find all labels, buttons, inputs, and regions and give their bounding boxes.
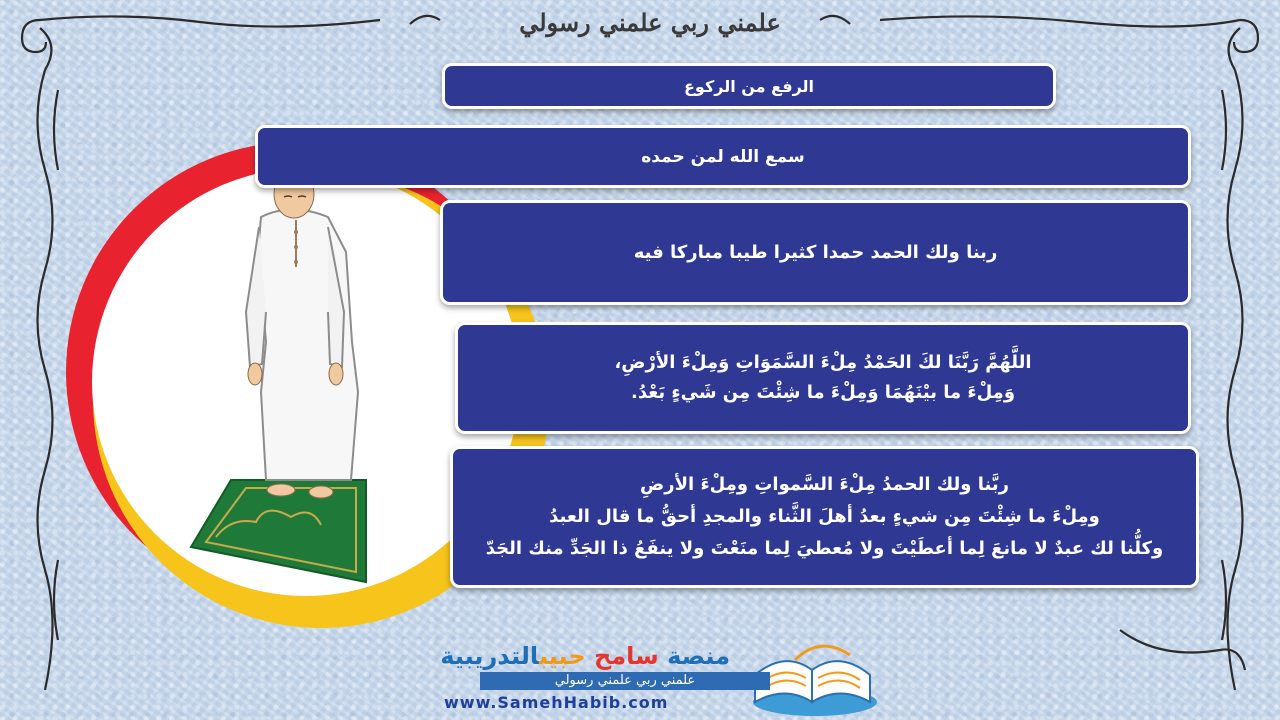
logo-url: www.SamehHabib.com bbox=[444, 693, 669, 712]
dhikr-text-4-line-1: ربَّنا ولك الحمدُ مِلْءَ السَّمواتِ ومِلْءَ الأرضِ bbox=[640, 474, 1009, 495]
page-top-title: علمني ربي علمني رسولي bbox=[519, 8, 781, 37]
dhikr-text-3-line-1: اللَّهُمَّ رَبَّنَا لكَ الحَمْدُ مِلْءَ السَّمَوَاتِ وَمِلْءَ الأرْضِ، bbox=[614, 352, 1032, 373]
section-heading bbox=[442, 63, 1056, 109]
dhikr-box-4 bbox=[450, 446, 1199, 588]
logo-subtitle: علمني ربي علمني رسولي bbox=[480, 672, 770, 690]
dhikr-text-2: ربنا ولك الحمد حمدا كثيرا طيبا مباركا فيه bbox=[633, 242, 998, 263]
logo-title bbox=[440, 642, 730, 670]
footer-logo bbox=[440, 630, 880, 720]
dhikr-text-4-line-2: ومِلْءَ ما شِئْتَ مِن شيءٍ بعدُ أهلَ الثَّناء والمجدِ أحقُّ ما قال العبدُ bbox=[549, 506, 1100, 527]
dhikr-box-3 bbox=[455, 322, 1191, 434]
dhikr-text-3-line-2: وَمِلْءَ ما بيْنَهُمَا وَمِلْءَ ما شِئْتَ مِن شَيءٍ بَعْدُ. bbox=[630, 382, 1016, 403]
logo-title-part4: التدريبية bbox=[440, 642, 539, 670]
logo-title-part1: منصة bbox=[667, 642, 730, 670]
dhikr-box-1 bbox=[255, 125, 1191, 188]
dhikr-box-2 bbox=[440, 200, 1191, 305]
logo-title-part3: حبيب bbox=[538, 642, 586, 670]
dhikr-text-1: سمع الله لمن حمده bbox=[641, 146, 805, 167]
logo-title-part2: سامح bbox=[594, 642, 659, 670]
section-heading-text: الرفع من الركوع bbox=[684, 76, 815, 96]
dhikr-text-4-line-3: وكلُّنا لك عبدٌ لا مانعَ لِما أعطَيْتَ ولا مُعطيَ لِما منَعْتَ ولا ينفَعُ ذا الجَدِّ منك الجَدّ bbox=[485, 538, 1164, 559]
